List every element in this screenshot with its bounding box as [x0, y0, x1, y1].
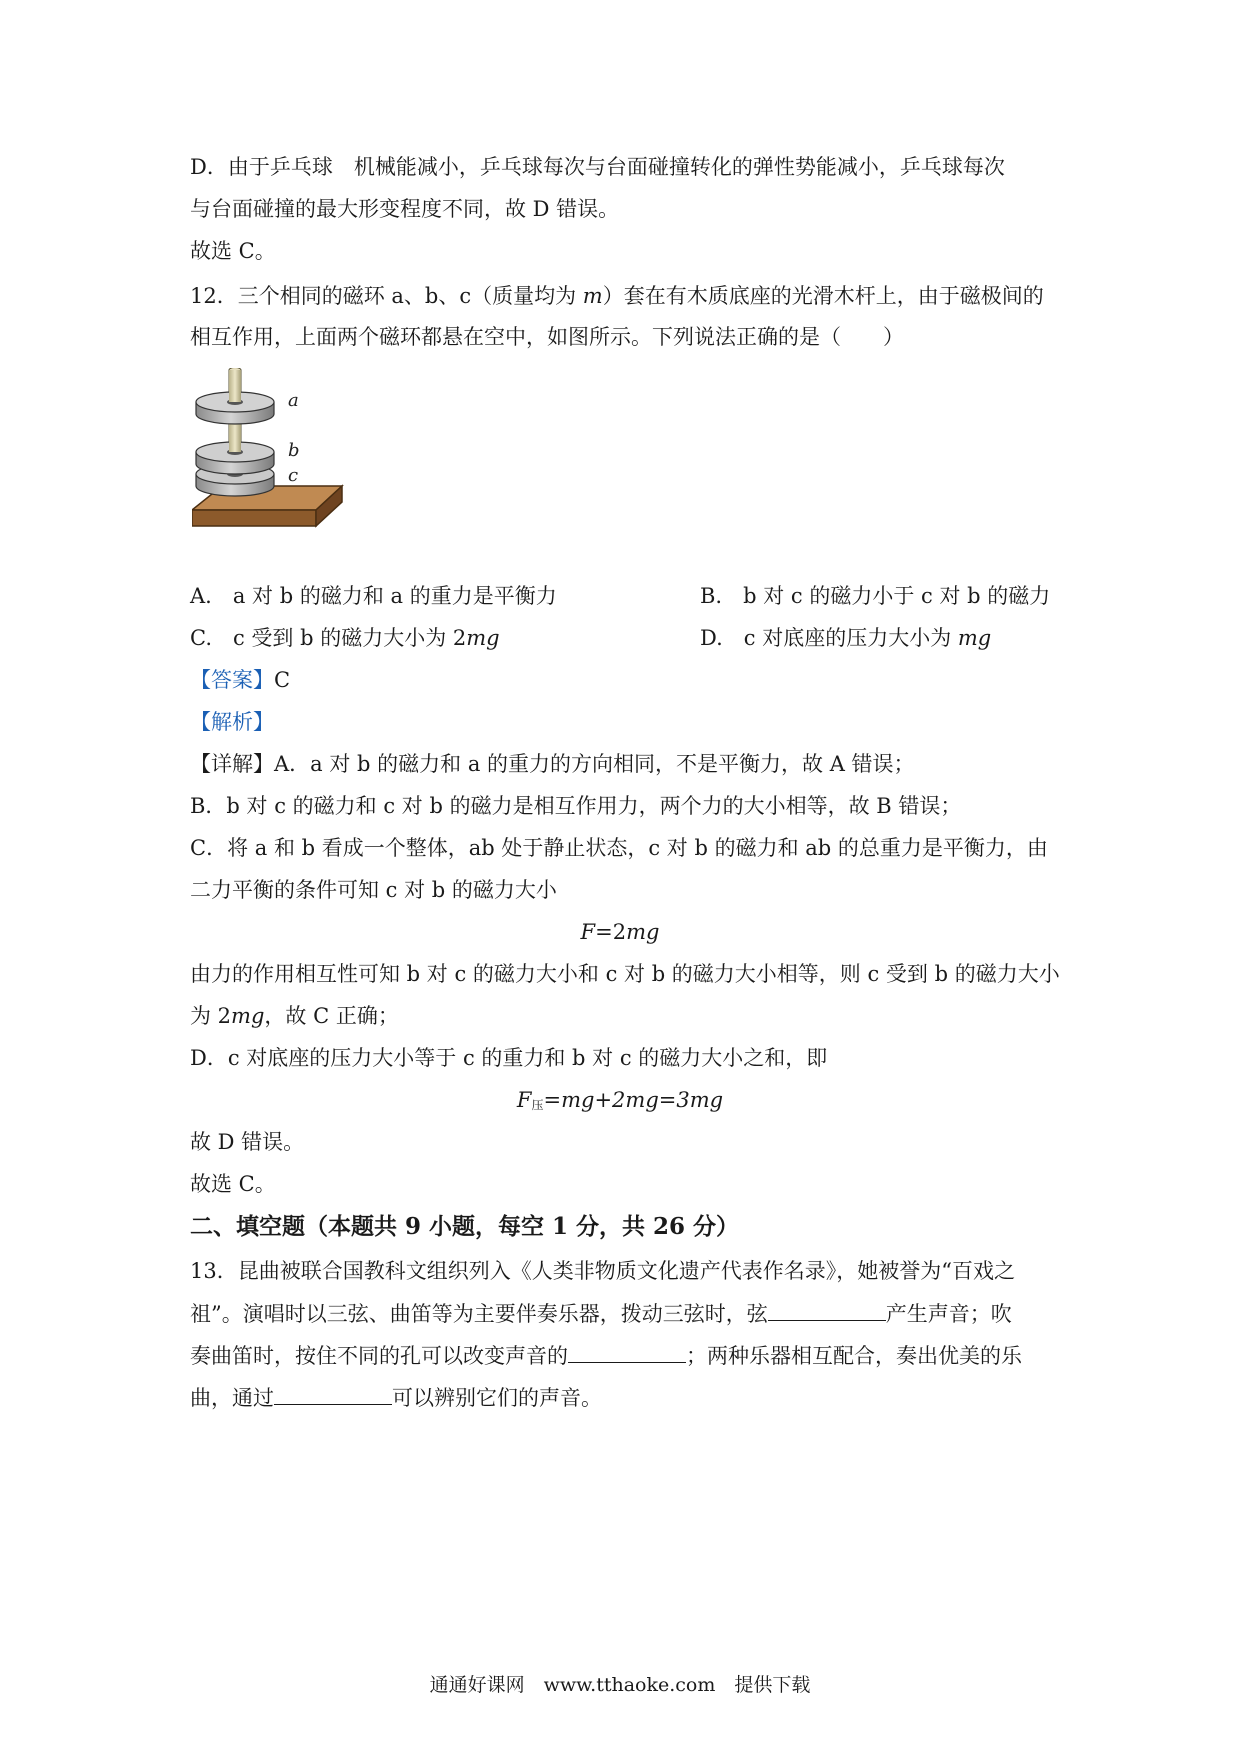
detail-line: 二力平衡的条件可知 c 对 b 的磁力大小: [190, 878, 557, 902]
equation-2: $F_压=mg+2mg=3mg$: [516, 1088, 724, 1112]
detail-line: 由力的作用相互性可知 b 对 c 的磁力大小和 c 对 b 的磁力大小相等，则 c 受到 b 的磁力大小: [190, 962, 1060, 986]
label-a: a: [288, 390, 299, 411]
answer-blank-1[interactable]: [768, 1298, 886, 1321]
option-c: C. c 受到 b 的磁力大小为 2mg: [190, 626, 500, 650]
answer-blank-2[interactable]: [568, 1340, 686, 1363]
option-d: D. c 对底座的压力大小为 mg: [700, 626, 992, 650]
option-a: A. a 对 b 的磁力和 a 的重力是平衡力: [190, 584, 557, 608]
question-13-line: 13．昆曲被联合国教科文组织列入《人类非物质文化遗产代表作名录》，她被誉为“百戏之: [190, 1259, 1015, 1283]
analysis-line: [190, 707, 274, 737]
detail-line: 为 2mg，故 C 正确；: [190, 1004, 399, 1028]
label-c: c: [288, 465, 299, 486]
section-heading: 二、填空题（本题共 9 小题，每空 1 分，共 26 分）: [190, 1213, 740, 1240]
detail-line: C．将 a 和 b 看成一个整体，ab 处于静止状态，c 对 b 的磁力和 ab 的总重力是平衡力，由: [190, 836, 1048, 860]
answer-label: 【答案】: [190, 668, 274, 692]
equation-1: F=2mg: [580, 920, 660, 944]
label-b: b: [288, 440, 300, 461]
question-13-line: 祖”。演唱时以三弦、曲笛等为主要伴奏乐器，拨动三弦时，弦 产生声音；吹: [190, 1298, 1012, 1329]
detail-line: 故 D 错误。: [190, 1130, 305, 1154]
answer-value: C: [274, 668, 291, 692]
analysis-label: 【解析】: [190, 710, 274, 734]
option-b: B. b 对 c 的磁力小于 c 对 b 的磁力: [700, 584, 1051, 608]
detail-line: 【详解】A．a 对 b 的磁力和 a 的重力的方向相同，不是平衡力，故 A 错误；: [190, 752, 915, 776]
text-line: 与台面碰撞的最大形变程度不同，故 D 错误。: [190, 197, 620, 221]
answer-line: [190, 665, 290, 695]
question-12-line-1: 12．三个相同的磁环 a、b、c（质量均为 m）套在有木质底座的光滑木杆上，由于磁极间的: [190, 284, 1044, 308]
detail-label: 【详解】: [190, 752, 274, 776]
detail-line: B．b 对 c 的磁力和 c 对 b 的磁力是相互作用力，两个力的大小相等，故 B 错误；: [190, 794, 962, 818]
question-12-line-2: 相互作用，上面两个磁环都悬在空中，如图所示。下列说法正确的是（ ）: [190, 325, 904, 349]
footer-text: 通通好课网 www.tthaoke.com 提供下载: [429, 1674, 811, 1696]
answer-blank-3[interactable]: [274, 1382, 392, 1405]
text-line: 故选 C。: [190, 239, 276, 263]
base-front: [192, 510, 316, 526]
question-13-line: 曲，通过 可以辨别它们的声音。: [190, 1382, 602, 1413]
detail-line: D．c 对底座的压力大小等于 c 的重力和 b 对 c 的磁力大小之和，即: [190, 1046, 828, 1070]
question-13-line: 奏曲笛时，按住不同的孔可以改变声音的 ；两种乐器相互配合，奏出优美的乐: [190, 1340, 1022, 1371]
detail-line: 故选 C。: [190, 1172, 276, 1196]
magnetic-rings-figure: [192, 368, 352, 530]
text-line: D．由于乒乓球 机械能减小，乒乓球每次与台面碰撞转化的弹性势能减小，乒乓球每次: [190, 155, 1005, 179]
